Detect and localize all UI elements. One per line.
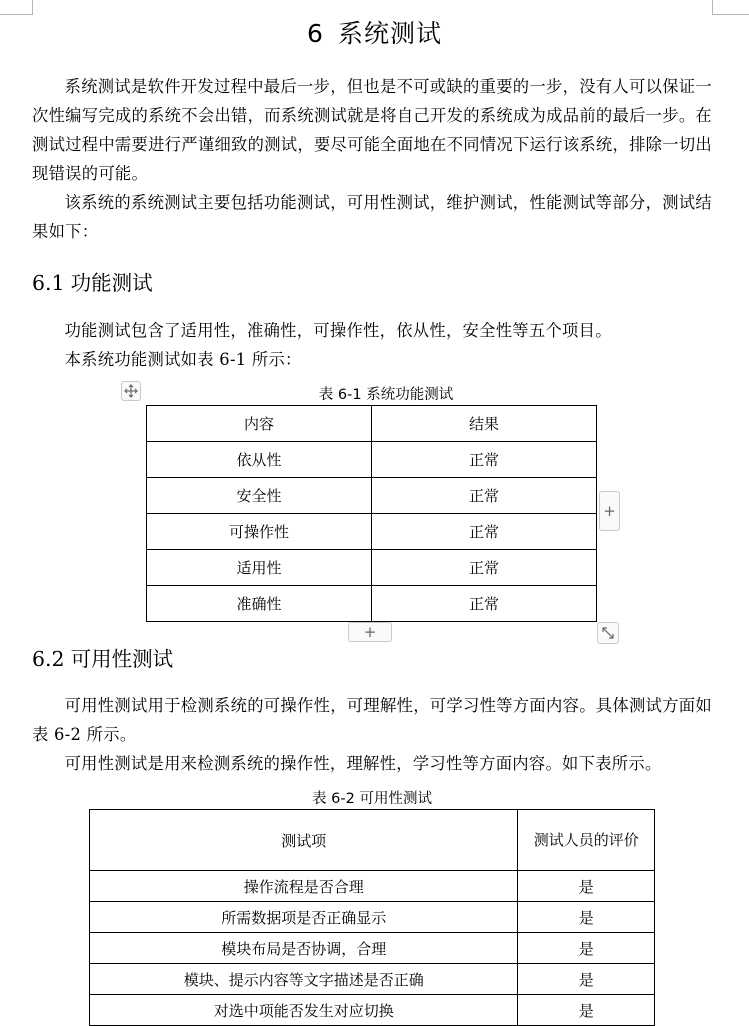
move-arrows-icon <box>124 384 138 398</box>
table-row <box>90 871 655 902</box>
table-row <box>147 478 597 514</box>
table-cell: 是 <box>518 902 655 933</box>
header-cell: 结果 <box>372 406 597 442</box>
table-cell: 模块布局是否协调，合理 <box>90 933 518 964</box>
chapter-title-text: 系统测试 <box>337 19 442 48</box>
intro-paragraph-1: 系统测试是软件开发过程中最后一步，但也是不可或缺的重要的一步，没有人可以保证一次性编写完成的系统不会出错，而系统测试就是将自己开发的系统成为成品前的最后一步。在测试过程中需要进行严谨细致的测试，要尽可能全面地在不同情况下运行该系统，排除一切出现错误的可能。 <box>32 77 712 183</box>
section-number: 6.2 <box>32 647 65 671</box>
section2-paragraph-1: 可用性测试用于检测系统的可操作性，可理解性，可学习性等方面内容。具体测试方面如表 6-2 所示。 <box>32 696 712 744</box>
table-cell: 正常 <box>372 478 597 514</box>
table-cell: 正常 <box>372 442 597 478</box>
table-row <box>90 964 655 995</box>
table-cell: 适用性 <box>147 550 372 586</box>
add-row-button[interactable]: + <box>348 622 392 642</box>
table-row <box>147 586 597 622</box>
header-cell: 测试项 <box>90 810 518 871</box>
table-row <box>90 902 655 933</box>
section2-paragraph-2: 可用性测试是用来检测系统的操作性，理解性，学习性等方面内容。如下表所示。 <box>64 754 662 773</box>
header-cell: 测试人员的评价 <box>518 810 655 871</box>
table-cell: 所需数据项是否正确显示 <box>90 902 518 933</box>
table-cell: 是 <box>518 964 655 995</box>
table-row <box>90 995 655 1026</box>
table-header-row <box>90 810 655 871</box>
table-cell: 是 <box>518 995 655 1026</box>
section-title-text: 功能测试 <box>70 271 153 295</box>
section1-paragraph-1: 功能测试包含了适用性，准确性，可操作性，依从性，安全性等五个项目。 <box>64 321 612 340</box>
resize-diagonal-icon <box>601 626 615 640</box>
table-cell: 可操作性 <box>147 514 372 550</box>
function-test-table <box>146 405 597 622</box>
section-heading-6-1 <box>32 266 153 296</box>
chapter-title <box>0 14 749 50</box>
table-cell: 是 <box>518 933 655 964</box>
table-row <box>147 550 597 586</box>
chapter-number: 6 <box>307 19 324 48</box>
section-number: 6.1 <box>32 271 65 295</box>
table-cell: 正常 <box>372 514 597 550</box>
page-margin-corner-left <box>0 0 33 15</box>
table-cell: 准确性 <box>147 586 372 622</box>
intro-paragraph-2: 该系统的系统测试主要包括功能测试，可用性测试，维护测试，性能测试等部分，测试结果如下： <box>32 193 712 241</box>
table-cell: 操作流程是否合理 <box>90 871 518 902</box>
table-cell: 安全性 <box>147 478 372 514</box>
table-resize-handle-icon[interactable] <box>597 622 619 644</box>
table-row <box>147 514 597 550</box>
table-cell: 模块、提示内容等文字描述是否正确 <box>90 964 518 995</box>
table-cell: 正常 <box>372 550 597 586</box>
table-6-1-caption: 表 6-1 系统功能测试 <box>318 387 454 403</box>
table-cell: 是 <box>518 871 655 902</box>
table-header-row <box>147 406 597 442</box>
usability-test-table <box>89 809 655 1026</box>
table-move-handle-icon[interactable] <box>121 381 141 401</box>
table-cell: 对选中项能否发生对应切换 <box>90 995 518 1026</box>
table-cell: 正常 <box>372 586 597 622</box>
header-cell: 内容 <box>147 406 372 442</box>
section-heading-6-2 <box>32 642 173 672</box>
table-cell: 依从性 <box>147 442 372 478</box>
table-row <box>147 442 597 478</box>
section1-paragraph-2: 本系统功能测试如表 6-1 所示： <box>64 350 302 369</box>
table-row <box>90 933 655 964</box>
table-6-2-caption: 表 6-2 可用性测试 <box>312 791 432 807</box>
page-margin-corner-right <box>712 0 749 15</box>
add-column-button[interactable]: + <box>599 491 620 531</box>
section-title-text: 可用性测试 <box>70 647 174 671</box>
